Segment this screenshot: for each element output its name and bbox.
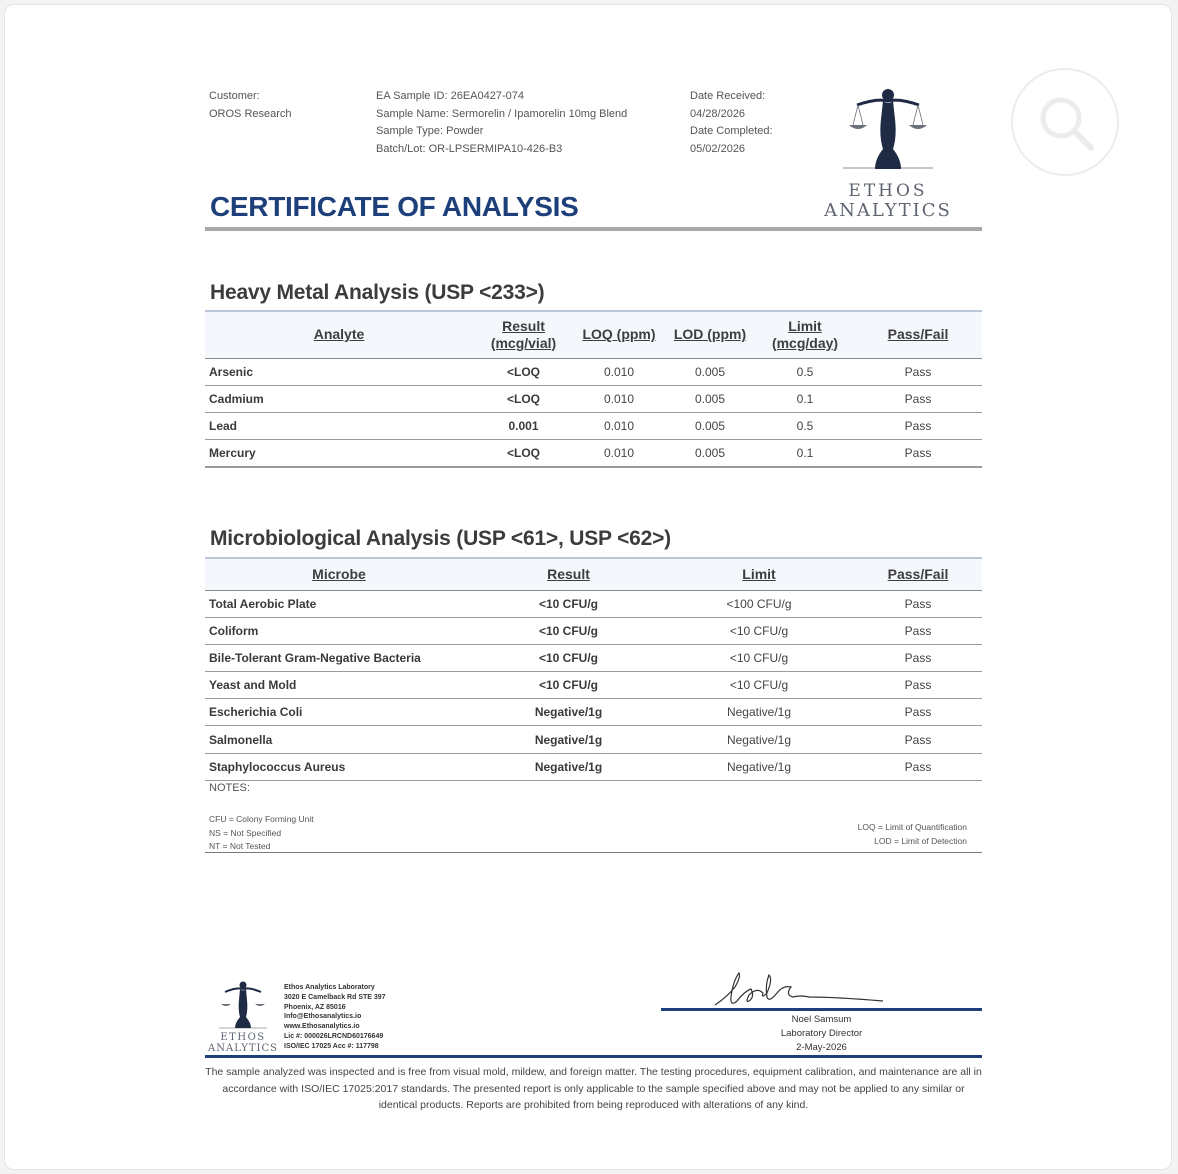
signer-name: Noel Samsum [791, 1014, 852, 1025]
table-row [205, 358, 982, 385]
footer-divider [205, 1055, 982, 1058]
customer-block [209, 88, 292, 123]
ethos-logo [817, 85, 959, 221]
result-value: <10 CFU/g [473, 590, 664, 617]
analyte-name: Mercury [205, 440, 473, 467]
limit-value: 0.5 [756, 358, 854, 385]
note-line: LOQ = Limit of Quantification [857, 822, 967, 832]
result-value: 0.001 [473, 412, 574, 439]
signature-image [705, 967, 895, 1011]
result-value: Negative/1g [473, 753, 664, 780]
loq-value: 0.010 [574, 440, 664, 467]
date-received: 04/28/2026 [690, 107, 746, 120]
limit-value: 0.1 [756, 385, 854, 412]
microbe-name: Coliform [205, 617, 473, 644]
col-passfail: Pass/Fail [854, 558, 982, 590]
microbe-name: Salmonella [205, 726, 473, 753]
disclaimer-text: The sample analyzed was inspected and is free from visual mold, mildew, and foreign matter. The testing procedures, equipment calibration, and maintenance are all in accordance with ISO/IEC 17025:2017 standards. The presented report is only applicable to the sample specified above and may not be applied to any similar or identical products. Reports are prohibited from being reproduced with alterations of any kind. [205, 1066, 982, 1111]
status-value: Pass [854, 699, 982, 726]
analyte-name: Lead [205, 412, 473, 439]
lod-value: 0.005 [664, 412, 756, 439]
limit-value: 0.1 [756, 440, 854, 467]
status-value: Pass [854, 644, 982, 671]
note-line: NT = Not Tested [209, 841, 271, 851]
table-row [205, 753, 982, 780]
signature-divider [661, 1008, 982, 1011]
table-row [205, 440, 982, 467]
loq-value: 0.010 [574, 412, 664, 439]
logo-text-analytics: ANALYTICS [824, 200, 952, 221]
lab-line: Info@Ethosanalytics.io [284, 1013, 362, 1021]
result-value: Negative/1g [473, 699, 664, 726]
table-header-row [205, 558, 982, 590]
table-row [205, 644, 982, 671]
result-value: <LOQ [473, 385, 574, 412]
title-divider [205, 227, 982, 231]
col-analyte: Analyte [205, 311, 473, 358]
justice-figure-icon [817, 85, 959, 179]
col-result: Result (mcg/vial) [473, 311, 574, 358]
limit-value: 0.5 [756, 412, 854, 439]
sample-type: Sample Type: Powder [376, 125, 484, 137]
notes-abbreviations-right [858, 821, 967, 848]
search-icon [1035, 92, 1099, 156]
lab-logo-text-ethos: ETHOS [220, 1032, 266, 1043]
result-value: <10 CFU/g [473, 644, 664, 671]
loq-value: 0.010 [574, 358, 664, 385]
table-row [205, 672, 982, 699]
result-value: <10 CFU/g [473, 617, 664, 644]
result-value: Negative/1g [473, 726, 664, 753]
heavy-metal-table [205, 310, 982, 468]
analyte-name: Cadmium [205, 385, 473, 412]
notes-divider [205, 852, 982, 853]
note-line: CFU = Colony Forming Unit [209, 814, 314, 824]
lod-value: 0.005 [664, 358, 756, 385]
note-line: LOD = Limit of Detection [874, 835, 967, 846]
lab-line: ISO/IEC 17025 Acc #: 117798 [284, 1042, 379, 1050]
customer-name: OROS Research [209, 107, 292, 120]
col-limit: Limit (mcg/day) [756, 311, 854, 358]
lab-line: 3020 E Camelback Rd STE 397 [284, 993, 386, 1001]
table-row [205, 617, 982, 644]
signer-block [661, 1013, 982, 1055]
note-line: NS = Not Specified [209, 827, 282, 838]
signer-role: Laboratory Director [780, 1028, 863, 1039]
logo-text-ethos: ETHOS [848, 181, 928, 201]
lab-line: Lic #: 000026LRCND60176649 [284, 1032, 384, 1040]
limit-value: <100 CFU/g [664, 590, 854, 617]
col-lod: LOD (ppm) [664, 311, 756, 358]
notes-label: NOTES: [209, 782, 250, 794]
status-value: Pass [854, 617, 982, 644]
status-value: Pass [854, 358, 982, 385]
status-value: Pass [854, 672, 982, 699]
col-microbe: Microbe [205, 558, 473, 590]
date-completed: 05/02/2026 [690, 142, 746, 155]
sample-name: Sample Name: Sermorelin / Ipamorelin 10mg Blend [376, 107, 628, 120]
result-value: <10 CFU/g [473, 672, 664, 699]
status-value: Pass [854, 440, 982, 467]
document-title: CERTIFICATE OF ANALYSIS [210, 191, 579, 222]
status-value: Pass [854, 385, 982, 412]
status-value: Pass [854, 753, 982, 780]
table-row [205, 590, 982, 617]
justice-figure-icon [205, 980, 281, 1032]
sample-block [376, 88, 627, 158]
limit-value: <10 CFU/g [664, 617, 854, 644]
table-row [205, 412, 982, 439]
date-received-label: Date Received: [690, 90, 766, 102]
col-loq: LOQ (ppm) [574, 311, 664, 358]
microbiological-table [205, 557, 982, 781]
loq-value: 0.010 [574, 385, 664, 412]
result-value: <LOQ [473, 440, 574, 467]
lab-contact-info [284, 983, 386, 1052]
status-value: Pass [854, 412, 982, 439]
lab-line: Phoenix, AZ 85016 [284, 1003, 346, 1011]
limit-value: Negative/1g [664, 753, 854, 780]
limit-value: Negative/1g [664, 726, 854, 753]
col-passfail: Pass/Fail [854, 311, 982, 358]
status-value: Pass [854, 726, 982, 753]
table-row [205, 699, 982, 726]
microbiological-title: Microbiological Analysis (USP <61>, USP <62>) [210, 527, 671, 550]
table-header-row [205, 311, 982, 358]
col-limit: Limit [664, 558, 854, 590]
lab-logo-text-analytics: ANALYTICS [208, 1043, 278, 1054]
result-value: <LOQ [473, 358, 574, 385]
notes-abbreviations-left [209, 813, 314, 854]
limit-value: <10 CFU/g [664, 672, 854, 699]
microbe-name: Staphylococcus Aureus [205, 753, 473, 780]
lab-logo [205, 980, 281, 1056]
lod-value: 0.005 [664, 385, 756, 412]
microbe-name: Yeast and Mold [205, 672, 473, 699]
sample-id: EA Sample ID: 26EA0427-074 [376, 90, 524, 102]
dates-block [690, 88, 773, 158]
signer-date: 2-May-2026 [796, 1042, 847, 1053]
microbe-name: Bile-Tolerant Gram-Negative Bacteria [205, 644, 473, 671]
zoom-button[interactable] [1011, 68, 1119, 176]
lab-line: www.Ethosanalytics.io [284, 1023, 360, 1031]
certificate-sheet [4, 4, 1172, 1170]
table-row [205, 726, 982, 753]
batch-lot: Batch/Lot: OR-LPSERMIPA10-426-B3 [376, 142, 563, 155]
lab-line: Ethos Analytics Laboratory [284, 984, 375, 991]
heavy-metal-title: Heavy Metal Analysis (USP <233>) [210, 281, 545, 304]
col-result: Result [473, 558, 664, 590]
microbe-name: Escherichia Coli [205, 699, 473, 726]
status-value: Pass [854, 590, 982, 617]
analyte-name: Arsenic [205, 358, 473, 385]
customer-label: Customer: [209, 90, 260, 102]
date-completed-label: Date Completed: [690, 125, 773, 137]
microbe-name: Total Aerobic Plate [205, 590, 473, 617]
limit-value: Negative/1g [664, 699, 854, 726]
lod-value: 0.005 [664, 440, 756, 467]
limit-value: <10 CFU/g [664, 644, 854, 671]
table-row [205, 385, 982, 412]
